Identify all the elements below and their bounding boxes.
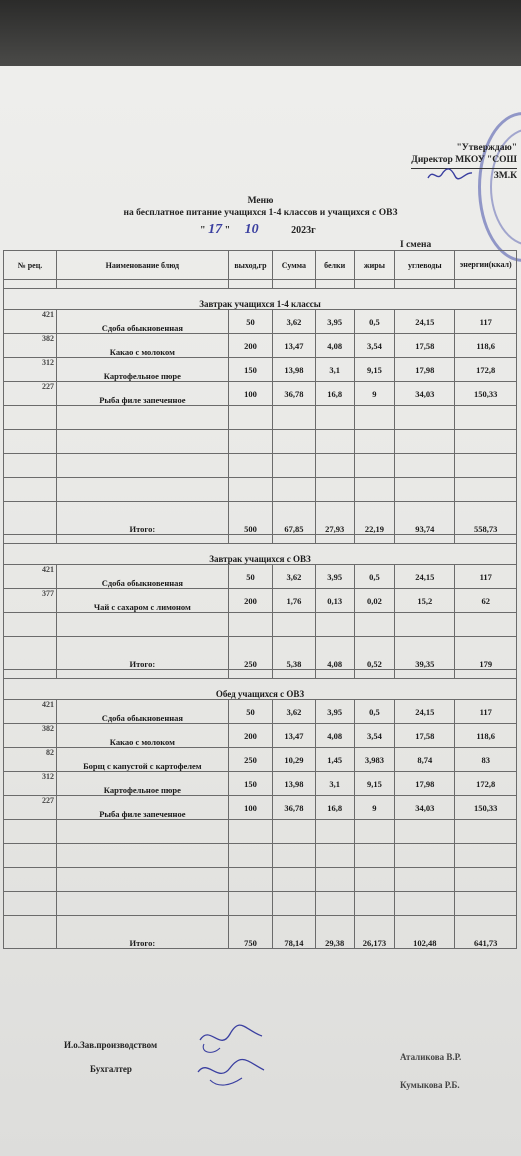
proteins: 16,8 bbox=[315, 796, 354, 820]
energy-kcal: 150,33 bbox=[455, 382, 517, 406]
empty-cell bbox=[354, 844, 394, 868]
col-header: углеводы bbox=[395, 251, 455, 280]
portion-weight: 150 bbox=[228, 358, 273, 382]
empty-cell bbox=[395, 406, 455, 430]
recipe-number: 312 bbox=[4, 772, 57, 796]
empty-cell bbox=[354, 430, 394, 454]
empty-cell bbox=[273, 892, 315, 916]
empty-cell bbox=[56, 406, 228, 430]
empty-cell bbox=[315, 844, 354, 868]
total-row bbox=[4, 502, 517, 535]
empty-cell bbox=[228, 430, 273, 454]
col-header: Наименование блюд bbox=[56, 251, 228, 280]
empty-cell bbox=[354, 406, 394, 430]
energy-kcal: 150,33 bbox=[455, 796, 517, 820]
empty-cell bbox=[228, 892, 273, 916]
price-sum: 3,62 bbox=[273, 700, 315, 724]
carbohydrates: 8,74 bbox=[395, 748, 455, 772]
empty-cell bbox=[273, 820, 315, 844]
section-title: Обед учащихся с ОВЗ bbox=[4, 679, 517, 700]
empty-cell bbox=[315, 406, 354, 430]
empty-cell bbox=[273, 430, 315, 454]
shift-label: I смена bbox=[400, 240, 432, 250]
energy-kcal: 172,8 bbox=[455, 358, 517, 382]
empty-cell bbox=[273, 280, 315, 289]
proteins: 1,45 bbox=[315, 748, 354, 772]
portion-weight: 200 bbox=[228, 724, 273, 748]
date-year: 2023г bbox=[291, 225, 316, 236]
carbohydrates: 24,15 bbox=[395, 700, 455, 724]
section-title-row bbox=[4, 544, 517, 565]
menu-subtitle: на бесплатное питание учащихся 1-4 классов и учащихся с ОВЗ bbox=[123, 208, 398, 218]
total-fats: 26,173 bbox=[354, 916, 394, 949]
empty-cell bbox=[315, 820, 354, 844]
empty-row bbox=[4, 844, 517, 868]
empty-cell bbox=[4, 637, 57, 670]
empty-cell bbox=[4, 892, 57, 916]
approval-line-2: Директор МКОУ "СОШ bbox=[411, 155, 517, 165]
portion-weight: 150 bbox=[228, 772, 273, 796]
section-title-row bbox=[4, 289, 517, 310]
portion-weight: 50 bbox=[228, 700, 273, 724]
dish-name: Сдоба обыкновенная bbox=[56, 565, 228, 589]
empty-row bbox=[4, 892, 517, 916]
fats: 3,54 bbox=[354, 724, 394, 748]
empty-cell bbox=[395, 430, 455, 454]
total-sum: 5,38 bbox=[273, 637, 315, 670]
carbohydrates: 24,15 bbox=[395, 565, 455, 589]
recipe-number: 421 bbox=[4, 700, 57, 724]
fats: 0,5 bbox=[354, 700, 394, 724]
empty-cell bbox=[4, 430, 57, 454]
dish-name: Рыба филе запеченное bbox=[56, 382, 228, 406]
table-row bbox=[4, 565, 517, 589]
empty-cell bbox=[455, 406, 517, 430]
carbohydrates: 34,03 bbox=[395, 796, 455, 820]
empty-cell bbox=[273, 454, 315, 478]
section-title: Завтрак учащихся с ОВЗ bbox=[4, 544, 517, 565]
empty-cell bbox=[56, 613, 228, 637]
footer-name-2: Кумыкова Р.Б. bbox=[400, 1080, 460, 1090]
empty-cell bbox=[228, 454, 273, 478]
total-carbs: 93,74 bbox=[395, 502, 455, 535]
price-sum: 10,29 bbox=[273, 748, 315, 772]
empty-cell bbox=[4, 868, 57, 892]
empty-cell bbox=[4, 280, 57, 289]
proteins: 3,95 bbox=[315, 310, 354, 334]
price-sum: 13,98 bbox=[273, 772, 315, 796]
col-header: белки bbox=[315, 251, 354, 280]
total-row bbox=[4, 637, 517, 670]
empty-cell bbox=[228, 280, 273, 289]
table-row bbox=[4, 772, 517, 796]
footer-role-1: И.о.Зав.производством bbox=[64, 1040, 158, 1050]
empty-cell bbox=[56, 280, 228, 289]
proteins: 3,1 bbox=[315, 358, 354, 382]
table-row bbox=[4, 796, 517, 820]
footer-signatures bbox=[190, 1022, 270, 1092]
spacer-row bbox=[4, 280, 517, 289]
empty-cell bbox=[315, 535, 354, 544]
total-fats: 22,19 bbox=[354, 502, 394, 535]
empty-cell bbox=[354, 892, 394, 916]
total-carbs: 39,35 bbox=[395, 637, 455, 670]
approval-line-3: ЗМ.К bbox=[411, 168, 517, 182]
portion-weight: 100 bbox=[228, 382, 273, 406]
portion-weight: 50 bbox=[228, 310, 273, 334]
total-proteins: 29,38 bbox=[315, 916, 354, 949]
empty-cell bbox=[315, 478, 354, 502]
dish-name: Рыба филе запеченное bbox=[56, 796, 228, 820]
spacer-row bbox=[4, 535, 517, 544]
empty-cell bbox=[56, 454, 228, 478]
portion-weight: 250 bbox=[228, 748, 273, 772]
energy-kcal: 172,8 bbox=[455, 772, 517, 796]
empty-cell bbox=[273, 613, 315, 637]
empty-cell bbox=[354, 280, 394, 289]
table-row bbox=[4, 724, 517, 748]
carbohydrates: 34,03 bbox=[395, 382, 455, 406]
empty-cell bbox=[354, 670, 394, 679]
table-row bbox=[4, 358, 517, 382]
empty-cell bbox=[4, 478, 57, 502]
proteins: 3,95 bbox=[315, 700, 354, 724]
total-label: Итого: bbox=[56, 916, 228, 949]
date-quote-open: " bbox=[200, 225, 206, 236]
energy-kcal: 117 bbox=[455, 700, 517, 724]
empty-cell bbox=[354, 820, 394, 844]
dish-name: Картофельное пюре bbox=[56, 358, 228, 382]
empty-cell bbox=[395, 535, 455, 544]
fats: 3,983 bbox=[354, 748, 394, 772]
price-sum: 36,78 bbox=[273, 796, 315, 820]
dish-name: Сдоба обыкновенная bbox=[56, 700, 228, 724]
carbohydrates: 17,58 bbox=[395, 334, 455, 358]
carbohydrates: 24,15 bbox=[395, 310, 455, 334]
empty-cell bbox=[315, 613, 354, 637]
empty-cell bbox=[228, 670, 273, 679]
energy-kcal: 83 bbox=[455, 748, 517, 772]
empty-cell bbox=[455, 820, 517, 844]
empty-cell bbox=[315, 892, 354, 916]
empty-cell bbox=[56, 430, 228, 454]
dish-name: Какао с молоком bbox=[56, 724, 228, 748]
empty-cell bbox=[395, 280, 455, 289]
portion-weight: 200 bbox=[228, 589, 273, 613]
empty-row bbox=[4, 820, 517, 844]
section-title: Завтрак учащихся 1-4 классы bbox=[4, 289, 517, 310]
fats: 0,02 bbox=[354, 589, 394, 613]
recipe-number: 421 bbox=[4, 310, 57, 334]
recipe-number: 421 bbox=[4, 565, 57, 589]
proteins: 16,8 bbox=[315, 382, 354, 406]
table-row bbox=[4, 310, 517, 334]
col-header: жиры bbox=[354, 251, 394, 280]
table-row bbox=[4, 700, 517, 724]
empty-cell bbox=[455, 670, 517, 679]
empty-cell bbox=[228, 820, 273, 844]
dish-name: Картофельное пюре bbox=[56, 772, 228, 796]
empty-cell bbox=[56, 892, 228, 916]
photo-background bbox=[0, 0, 521, 66]
empty-cell bbox=[455, 454, 517, 478]
dish-name: Чай с сахаром с лимоном bbox=[56, 589, 228, 613]
total-carbs: 102,48 bbox=[395, 916, 455, 949]
table-row bbox=[4, 382, 517, 406]
empty-cell bbox=[56, 670, 228, 679]
empty-cell bbox=[273, 670, 315, 679]
approval-line-1: "Утверждаю" bbox=[456, 143, 517, 153]
total-sum: 67,85 bbox=[273, 502, 315, 535]
total-weight: 500 bbox=[228, 502, 273, 535]
empty-cell bbox=[354, 478, 394, 502]
empty-cell bbox=[395, 868, 455, 892]
col-header: № рец. bbox=[4, 251, 57, 280]
price-sum: 3,62 bbox=[273, 310, 315, 334]
menu-date bbox=[200, 222, 316, 238]
empty-cell bbox=[56, 535, 228, 544]
empty-cell bbox=[455, 613, 517, 637]
total-fats: 0,52 bbox=[354, 637, 394, 670]
empty-cell bbox=[4, 406, 57, 430]
empty-row bbox=[4, 868, 517, 892]
empty-cell bbox=[228, 844, 273, 868]
footer-role-2: Бухгалтер bbox=[90, 1064, 132, 1074]
empty-cell bbox=[315, 454, 354, 478]
empty-cell bbox=[455, 892, 517, 916]
empty-cell bbox=[354, 868, 394, 892]
recipe-number: 227 bbox=[4, 382, 57, 406]
date-day: 17 bbox=[208, 222, 223, 237]
col-header: энергии(ккал) bbox=[455, 251, 517, 280]
empty-row bbox=[4, 454, 517, 478]
empty-cell bbox=[315, 430, 354, 454]
dish-name: Борщ с капустой с картофелем bbox=[56, 748, 228, 772]
proteins: 0,13 bbox=[315, 589, 354, 613]
empty-cell bbox=[395, 820, 455, 844]
empty-cell bbox=[354, 613, 394, 637]
date-quote-close: " bbox=[224, 225, 231, 236]
energy-kcal: 62 bbox=[455, 589, 517, 613]
empty-cell bbox=[228, 406, 273, 430]
empty-cell bbox=[56, 820, 228, 844]
recipe-number: 227 bbox=[4, 796, 57, 820]
total-energy: 179 bbox=[455, 637, 517, 670]
energy-kcal: 117 bbox=[455, 565, 517, 589]
empty-cell bbox=[354, 454, 394, 478]
empty-cell bbox=[315, 670, 354, 679]
empty-cell bbox=[395, 670, 455, 679]
section-title-row bbox=[4, 679, 517, 700]
recipe-number: 377 bbox=[4, 589, 57, 613]
fats: 9 bbox=[354, 796, 394, 820]
empty-cell bbox=[228, 478, 273, 502]
total-label: Итого: bbox=[56, 502, 228, 535]
date-month: 10 bbox=[244, 222, 259, 237]
empty-cell bbox=[455, 280, 517, 289]
empty-cell bbox=[228, 535, 273, 544]
empty-cell bbox=[395, 844, 455, 868]
price-sum: 13,98 bbox=[273, 358, 315, 382]
menu-table bbox=[3, 250, 517, 949]
fats: 3,54 bbox=[354, 334, 394, 358]
empty-cell bbox=[4, 670, 57, 679]
empty-cell bbox=[395, 892, 455, 916]
empty-cell bbox=[455, 844, 517, 868]
empty-cell bbox=[273, 478, 315, 502]
carbohydrates: 17,98 bbox=[395, 772, 455, 796]
price-sum: 13,47 bbox=[273, 334, 315, 358]
empty-cell bbox=[4, 820, 57, 844]
portion-weight: 50 bbox=[228, 565, 273, 589]
empty-cell bbox=[4, 454, 57, 478]
empty-cell bbox=[395, 478, 455, 502]
empty-cell bbox=[4, 502, 57, 535]
menu-title: Меню bbox=[247, 196, 274, 206]
empty-cell bbox=[354, 535, 394, 544]
energy-kcal: 117 bbox=[455, 310, 517, 334]
total-sum: 78,14 bbox=[273, 916, 315, 949]
empty-row bbox=[4, 430, 517, 454]
empty-cell bbox=[455, 430, 517, 454]
empty-cell bbox=[455, 868, 517, 892]
empty-row bbox=[4, 406, 517, 430]
empty-row bbox=[4, 613, 517, 637]
director-signature bbox=[425, 164, 475, 184]
empty-cell bbox=[315, 280, 354, 289]
energy-kcal: 118,6 bbox=[455, 724, 517, 748]
empty-cell bbox=[455, 535, 517, 544]
empty-row bbox=[4, 478, 517, 502]
total-row bbox=[4, 916, 517, 949]
empty-cell bbox=[315, 868, 354, 892]
price-sum: 13,47 bbox=[273, 724, 315, 748]
portion-weight: 100 bbox=[228, 796, 273, 820]
dish-name: Какао с молоком bbox=[56, 334, 228, 358]
fats: 9,15 bbox=[354, 358, 394, 382]
col-header: Сумма bbox=[273, 251, 315, 280]
empty-cell bbox=[56, 844, 228, 868]
portion-weight: 200 bbox=[228, 334, 273, 358]
total-label: Итого: bbox=[56, 637, 228, 670]
recipe-number: 312 bbox=[4, 358, 57, 382]
empty-cell bbox=[4, 535, 57, 544]
empty-cell bbox=[273, 406, 315, 430]
fats: 9 bbox=[354, 382, 394, 406]
total-proteins: 27,93 bbox=[315, 502, 354, 535]
fats: 0,5 bbox=[354, 565, 394, 589]
dish-name: Сдоба обыкновенная bbox=[56, 310, 228, 334]
recipe-number: 382 bbox=[4, 724, 57, 748]
price-sum: 3,62 bbox=[273, 565, 315, 589]
table-row bbox=[4, 334, 517, 358]
table-header-row bbox=[4, 251, 517, 280]
carbohydrates: 17,98 bbox=[395, 358, 455, 382]
proteins: 3,95 bbox=[315, 565, 354, 589]
empty-cell bbox=[273, 535, 315, 544]
total-weight: 250 bbox=[228, 637, 273, 670]
col-header: выход,гр bbox=[228, 251, 273, 280]
empty-cell bbox=[56, 478, 228, 502]
table-row bbox=[4, 748, 517, 772]
total-energy: 641,73 bbox=[455, 916, 517, 949]
empty-cell bbox=[228, 868, 273, 892]
proteins: 4,08 bbox=[315, 724, 354, 748]
empty-cell bbox=[4, 844, 57, 868]
recipe-number: 382 bbox=[4, 334, 57, 358]
proteins: 4,08 bbox=[315, 334, 354, 358]
fats: 0,5 bbox=[354, 310, 394, 334]
carbohydrates: 15,2 bbox=[395, 589, 455, 613]
fats: 9,15 bbox=[354, 772, 394, 796]
empty-cell bbox=[273, 844, 315, 868]
empty-cell bbox=[56, 868, 228, 892]
total-energy: 558,73 bbox=[455, 502, 517, 535]
footer-name-1: Аталикова В.Р. bbox=[400, 1052, 462, 1062]
price-sum: 36,78 bbox=[273, 382, 315, 406]
carbohydrates: 17,58 bbox=[395, 724, 455, 748]
empty-cell bbox=[395, 613, 455, 637]
table-row bbox=[4, 589, 517, 613]
proteins: 3,1 bbox=[315, 772, 354, 796]
total-proteins: 4,08 bbox=[315, 637, 354, 670]
empty-cell bbox=[228, 613, 273, 637]
recipe-number: 82 bbox=[4, 748, 57, 772]
empty-cell bbox=[455, 478, 517, 502]
total-weight: 750 bbox=[228, 916, 273, 949]
empty-cell bbox=[4, 613, 57, 637]
empty-cell bbox=[395, 454, 455, 478]
spacer-row bbox=[4, 670, 517, 679]
empty-cell bbox=[4, 916, 57, 949]
price-sum: 1,76 bbox=[273, 589, 315, 613]
empty-cell bbox=[273, 868, 315, 892]
energy-kcal: 118,6 bbox=[455, 334, 517, 358]
